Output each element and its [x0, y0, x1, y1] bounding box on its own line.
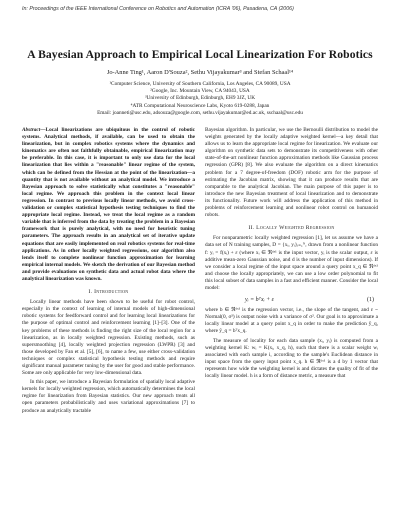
equation-number: (1) — [367, 297, 374, 304]
two-column-body — [22, 127, 378, 417]
paragraph: Bayesian algorithm. In particular, we use the Bernoulli distribution to model the weights generated by the locally adaptive weighted kernel—a key detail that allows us to learn the appropriate local regime for linearization. We evaluate our algorithm on synthetic data sets to demonstrate its competitiveness with other state-of-the-art nonlinear function approximation methods like Gaussian process regression (GPR) [8]. We also evaluate the algorithm on a direct kinematics problem for a 7 degree-of-freedom (DOF) robotic arm for the purpose of estimating the Jacobian matrix, showing that it can produce results that are comparable to the analytical Jacobian. The main purpose of this paper is to introduce the new Bayesian treatment of local linearization and to demonstrate its functionality. Future work will address the application of this method in problems of reinforcement learning and nonlinear robot control on humanoid robots. — [205, 127, 378, 219]
affiliation-line: ³University of Edinburgh, Edinburgh, EH9 3JZ, UK — [144, 95, 256, 102]
paragraph: Locally linear methods have been shown to be useful for robot control, especially in the context of learning of internal models of high-dimensional robotic systems for feedforward control and for learning local linearizations for the purpose of optimal control and reinforcement learning [1]–[3]. One of the key problems of these methods is finding the right size of the local region for a linearization, as in locally weighted regression. Existing methods, such as supersmoothing [4], locally weighted projection regression (LWPR) [3] and those developed by Fan et al. [5], [6], to name a few, use either cross-validation techniques or complex statistical hypothesis testing methods and require significant manual parameter tuning by the user for good and stable performance. Some are only applicable for very low-dimensional data. — [22, 299, 195, 377]
author-list: Jo-Anne Ting¹, Aaron D'Souza², Sethu Vijayakumar³ and Stefan Schaal¹⁴ — [106, 69, 294, 76]
proceedings-header: In: Proceedings of the IEEE International Conference on Robotics and Automation (ICRA '06), Pasadena, CA (2006) — [22, 6, 294, 12]
affiliation-line: ¹Computer Science, University of Southern California, Los Angeles, CA 90089, USA — [109, 81, 291, 87]
section-heading-lwr: II. Locally Weighted Regression — [248, 225, 335, 232]
abstract-text: —Local linearizations are ubiquitous in the control of robotic systems. Analytical methods, if available, can be used to obtain the linearization, but in complex robotics systems where the dynamics and kinematics are often not faithfully obtainable, empirical linearization may be preferable. In this case, it is important to only use data for the local linearization that lies within a "reasonable" linear regime of the system, which can be defined from the Hessian at the point of the linearization—a quantity that is not available without an analytical model. We introduce a Bayesian approach to solve statistically what constitutes a "reasonable" local regime. We approach this problem in the context local linear regression. In contrast to previous locally linear methods, we avoid cross-validation or complex statistical hypothesis testing techniques to find the appropriate local regime. Instead, we treat the local regime as a random variable that is inferred from the data by treating the problem in a Bayesian framework that is purely analytical, with no need for heuristic tuning parameters. The approach results in an analytical set of iterative update equations that are easily implemented on real robotics systems for real-time applications. As in other locally weighted regressions, our algorithm also lends itself to complete nonlinear function approximation for learning empirical internal models. We sketch the derivation of our Bayesian method and provide evaluations on synthetic data and actual robot data where the analytical linearization was known. — [22, 127, 195, 282]
paper-title: A Bayesian Approach to Empirical Local Linearization For Robotics — [27, 48, 373, 61]
right-column — [205, 127, 378, 417]
paragraph: For nonparametric locally weighted regression [1], let us assume we have a data set of N training samples, D = {xᵢ, yᵢ}ᵢ₌₁ᴺ, drawn from a nonlinear function f: yᵢ = f(xᵢ) + ε (where xᵢ ∈ ℜᵈˣ¹ is the input vector, yᵢ is the scalar output, ε is additive mean-zero Gaussian noise, and d is the number of input dimensions). If we consider a local regime of the input space around a query point x_q ∈ ℜᵈˣ¹ and choose the locally appropriately, we can use a low order polynomial to fit this local subset of data samples in a fast and efficient manner. Consider the local model: — [205, 235, 378, 291]
paragraph: The measure of locality for each data sample (xᵢ, yᵢ) is computed from a weighting kernel K: wᵢ = K(xᵢ, x_q, h), such that there is a scalar weight wᵢ associated with each sample i, according to the sample's Euclidean distance in input space from the query input point x_q. h ∈ ℜᵈˣ¹ is a d by 1 vector that represents how wide the weighting kernel is and dictates the quality of fit of the locally linear model. h is a form of distance metric, a measure that — [205, 337, 378, 380]
affiliations — [22, 81, 378, 117]
abstract-lead: Abstract — [22, 127, 41, 134]
left-column — [22, 127, 195, 417]
equation-1 — [205, 294, 378, 307]
email-line: Email: joanneti@usc.edu, adsouza@google.com, sethu.vijayakumar@ed.ac.uk, sschaal@usc.edu — [97, 109, 303, 116]
affiliation-line: ⁴ATR Computational Neuroscience Labs, Kyoto 619-0288, Japan — [130, 102, 270, 109]
paragraph: In this paper, we introduce a Bayesian formulation of spatially local adaptive kernels for locally weighted regression, which automatically determines the local regime for linearization from Bayesian statistics. Our new approach treats all open parameters probabilistically and uses variational approximations [7] to produce an analytically tractable — [22, 379, 195, 414]
paragraph: where b ∈ ℜᵈˣ¹ is the regression vector, i.e., the slope of the tangent, and ε ~ Normal(0, σ²) is output noise with a variance of σ². Our goal is to approximate a locally linear model at a query point x_q in order to make the prediction ŷ_q, where ŷ_q = bᵀx_q. — [205, 307, 378, 335]
section-heading-intro: I. Introduction — [88, 289, 129, 296]
equation-text: yᵢ = bᵀxᵢ + ε — [245, 297, 275, 304]
affiliation-line: ²Google, Inc. Mountain View, CA 94043, USA — [150, 88, 250, 95]
abstract — [22, 127, 195, 283]
